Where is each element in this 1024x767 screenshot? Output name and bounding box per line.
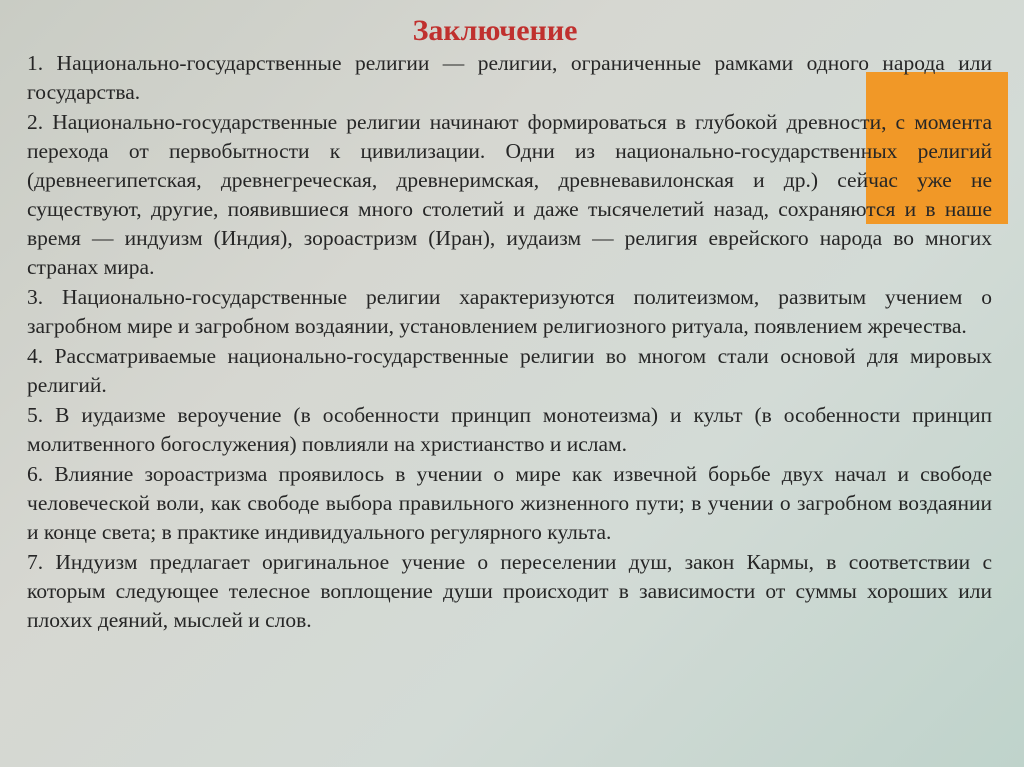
conclusion-point-1: 1. Национально-государственные религии — религии, ограниченные рамками одного народа или государства. [27,51,992,104]
conclusion-point-3: 3. Национально-государственные религии характеризуются политеизмом, развитым учением о загробном мире и загробном воздаянии, установлением религиозного ритуала, появлением жречества. [27,285,992,338]
conclusion-point-6: 6. Влияние зороастризма проявилось в учении о мире как извечной борьбе двух начал и свободе человеческой воли, как свободе выбора правильного жизненного пути; в учении о загробном воздаянии и конце света; в практике индивидуального регулярного культа. [27,462,992,544]
slide-title: Заключение [412,14,578,47]
conclusion-point-2: 2. Национально-государственные религии начинают формироваться в глубокой древности, с момента перехода от первобытности к цивилизации. Одни из национально-государственных религий (древнеегипетская, древнегреческая, древнеримская, древневавилонская и др.) сейчас уже не существуют, другие, появившиеся много столетий и даже тысячелетий назад, сохраняются и в наше время — индуизм (Индия), зороастризм (Иран), иудаизм — религия еврейского народа во многих странах мира. [27,110,992,279]
conclusion-point-5: 5. В иудаизме вероучение (в особенности принцип монотеизма) и культ (в особенности принцип молитвенного богослужения) повлияли на христианство и ислам. [27,403,992,456]
conclusion-point-7: 7. Индуизм предлагает оригинальное учение о переселении душ, закон Кармы, в соответствии с которым следующее телесное воплощение души происходит в зависимости от суммы хороших или плохих деяний, мыслей и слов. [27,550,992,632]
conclusion-point-4: 4. Рассматриваемые национально-государственные религии во многом стали основой для мировых религий. [27,344,992,397]
conclusion-list [27,49,992,636]
